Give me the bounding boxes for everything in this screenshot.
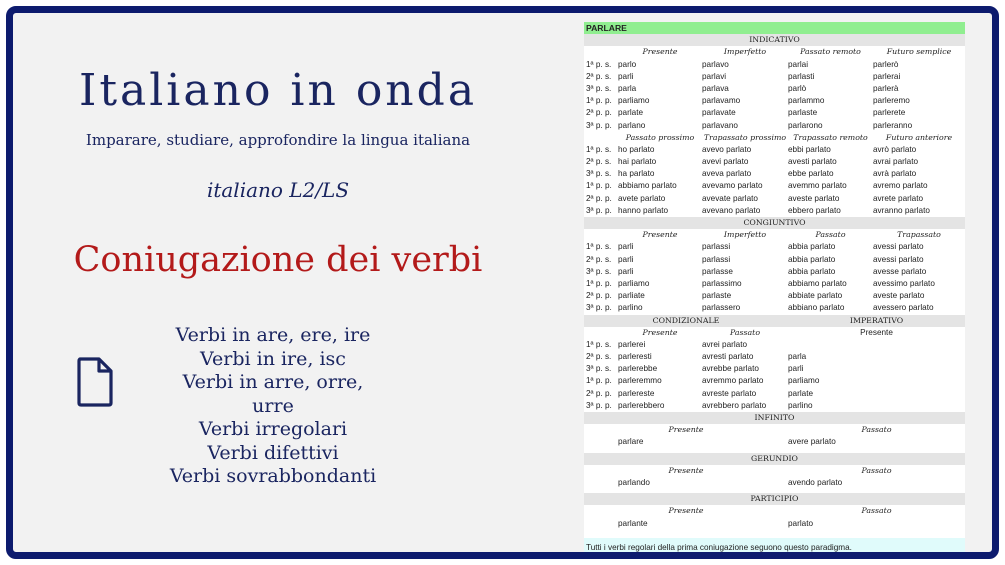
conjugation-cell: parliate — [618, 291, 645, 301]
conjugation-cell: parlano — [618, 120, 646, 130]
conjugation-cell: abbia parlato — [788, 242, 836, 252]
conjugation-cell: abbia parlato — [788, 266, 836, 276]
conjugation-cell — [788, 339, 873, 351]
topic-item[interactable]: Verbi in ire, isc — [200, 347, 346, 370]
conjugation-cell: parleremmo — [618, 376, 662, 386]
section-title: IMPERATIVO — [849, 315, 904, 325]
conjugation-cell: parlassi — [702, 242, 731, 252]
conjugation-cell: avrete parlato — [873, 193, 924, 203]
spacer-cell — [584, 327, 618, 339]
brand-tagline: Imparare, studiare, approfondire la lingua italiana — [85, 131, 471, 149]
conjugation-cell: parlo — [618, 59, 637, 69]
infinito-header-row — [584, 424, 965, 436]
person-label: 3ª p. s. — [586, 364, 612, 374]
conjugation-cell: parlino — [618, 303, 643, 313]
tense-header: Imperfetto — [723, 230, 767, 240]
conjugation-cell: parlava — [702, 83, 729, 93]
conjugation-cell: parla — [618, 83, 637, 93]
conjugation-cell: avremo parlato — [873, 181, 928, 191]
section-title: CONDIZIONALE — [652, 315, 720, 325]
conjugation-cell: parli — [788, 364, 804, 374]
conjugation-row — [584, 400, 965, 412]
conjugation-cell: parlerà — [873, 83, 899, 93]
conjugation-row — [584, 205, 965, 217]
conjugation-row — [584, 266, 965, 278]
person-label: 1ª p. s. — [586, 144, 612, 154]
conjugation-cell: avrebbe parlato — [702, 364, 759, 374]
conjugation-cell: ebbi parlato — [788, 144, 831, 154]
person-label: 2ª p. s. — [586, 157, 612, 167]
conjugation-table — [584, 22, 965, 558]
tense-header: Passato — [729, 327, 761, 337]
conjugation-cell: parlasti — [788, 71, 815, 81]
conjugation-row — [584, 302, 965, 314]
conjugation-cell: parlai — [788, 59, 809, 69]
conjugation-cell: parleremo — [873, 96, 910, 106]
conjugation-cell: avrebbero parlato — [702, 400, 767, 410]
person-label: 2ª p. p. — [586, 108, 612, 118]
conjugation-cell: parli — [618, 254, 634, 264]
gerundio-header-row — [584, 465, 965, 477]
conjugation-cell: parlassi — [702, 254, 731, 264]
tense-header: Futuro semplice — [886, 47, 952, 57]
conjugation-cell: avrai parlato — [873, 157, 919, 167]
conjugation-cell: parlarono — [788, 120, 823, 130]
conjugation-row — [584, 375, 965, 387]
conjugation-cell: avevate parlato — [702, 193, 758, 203]
tense-header: Presente — [668, 465, 704, 475]
conjugation-cell: avrà parlato — [873, 169, 917, 179]
conjugation-cell: parlereste — [618, 388, 655, 398]
spacer-cell — [584, 518, 618, 530]
document-icon — [75, 356, 115, 408]
person-label: 2ª p. s. — [586, 254, 612, 264]
conjugation-cell: avessero parlato — [873, 303, 934, 313]
person-label: 2ª p. p. — [586, 388, 612, 398]
person-label: 1ª p. p. — [586, 96, 612, 106]
conjugation-cell: abbiano parlato — [788, 303, 845, 313]
conjugation-row — [584, 339, 965, 351]
tense-header: Futuro anteriore — [885, 132, 953, 142]
conjugation-cell: parlaste — [702, 291, 732, 301]
conjugation-cell: parli — [618, 71, 634, 81]
conjugation-cell: avevamo parlato — [702, 181, 763, 191]
conjugation-cell: parlato — [788, 518, 814, 528]
conjugation-cell: parlino — [788, 400, 813, 410]
tense-header: Presente — [860, 327, 893, 337]
conjugation-cell: parlerebbero — [618, 400, 665, 410]
conjugation-row — [584, 241, 965, 253]
person-label: 1ª p. p. — [586, 181, 612, 191]
tense-header-row — [584, 46, 965, 58]
conjugation-row — [584, 120, 965, 132]
tense-header: Passato — [815, 230, 846, 240]
conjugation-row — [584, 156, 965, 168]
conjugation-cell: avesti parlato — [788, 157, 837, 167]
conjugation-cell: parlavo — [702, 59, 729, 69]
conjugation-cell: parlerebbe — [618, 364, 658, 374]
topic-item[interactable]: Verbi in arre, orre, urre — [182, 371, 364, 417]
conjugation-cell: parlò — [788, 83, 807, 93]
tense-header: Presente — [668, 506, 704, 516]
conjugation-cell: avevano parlato — [702, 205, 761, 215]
conjugation-cell: parlavi — [702, 71, 727, 81]
person-label: 1ª p. s. — [586, 242, 612, 252]
conjugation-cell: parlate — [788, 388, 814, 398]
tense-header: Passato — [861, 506, 892, 516]
person-label: 3ª p. p. — [586, 205, 612, 215]
conjugation-cell: avrò parlato — [873, 144, 917, 154]
conjugation-cell: parliamo — [788, 376, 820, 386]
section-title: INDICATIVO — [584, 34, 965, 46]
conjugation-cell: parlerai — [873, 71, 901, 81]
conjugation-cell: parlassimo — [702, 278, 742, 288]
tense-header: Trapassato — [897, 230, 941, 240]
conjugation-cell: parli — [618, 242, 634, 252]
verb-title: PARLARE — [584, 22, 965, 34]
conjugation-cell: parlassero — [702, 303, 741, 313]
conjugation-cell: avresti parlato — [702, 352, 754, 362]
section-title-split — [584, 315, 965, 327]
conjugation-row — [584, 278, 965, 290]
topic-item[interactable]: Verbi irregolari — [198, 418, 348, 440]
conjugation-cell: aveva parlato — [702, 169, 752, 179]
conjugation-cell: avendo parlato — [788, 477, 843, 487]
conjugation-cell: avessi parlato — [873, 242, 924, 252]
spacer-cell — [584, 436, 618, 448]
conjugation-cell: avere parlato — [788, 437, 836, 447]
person-label: 2ª p. p. — [586, 193, 612, 203]
conjugation-cell: avevo parlato — [702, 144, 752, 154]
conjugation-row — [584, 180, 965, 192]
spacer-cell — [584, 46, 618, 58]
person-label: 2ª p. s. — [586, 71, 612, 81]
tense-header: Trapassato remoto — [793, 132, 868, 142]
conjugation-cell: parlammo — [788, 96, 825, 106]
conjugation-row — [584, 363, 965, 375]
conjugation-row — [584, 144, 965, 156]
conjugation-cell: parlando — [618, 477, 650, 487]
footnote: Tutti i verbi regolari della prima coniugazione seguono questo paradigma. — [584, 538, 965, 558]
conjugation-cell: parleranno — [873, 120, 913, 130]
conjugation-cell: avremmo parlato — [702, 376, 764, 386]
conjugation-cell: hai parlato — [618, 157, 657, 167]
conjugation-cell: parli — [618, 266, 634, 276]
person-label: 1ª p. s. — [586, 59, 612, 69]
person-label: 1ª p. s. — [586, 339, 612, 349]
person-label: 2ª p. p. — [586, 291, 612, 301]
section-title: INFINITO — [584, 412, 965, 424]
conjugation-row — [584, 59, 965, 71]
tense-header: Presente — [642, 47, 678, 57]
conjugation-cell: abbia parlato — [788, 254, 836, 264]
conjugation-cell: parlavamo — [702, 96, 741, 106]
conjugation-cell: parliamo — [618, 278, 650, 288]
conjugation-cell: abbiamo parlato — [788, 278, 847, 288]
person-label: 3ª p. s. — [586, 169, 612, 179]
tense-header: Passato — [861, 465, 892, 475]
conjugation-cell: parlasse — [702, 266, 733, 276]
conjugation-cell: abbiate parlato — [788, 291, 843, 301]
spacer-row — [584, 530, 965, 534]
conjugation-cell: parlate — [618, 108, 644, 118]
section-title: GERUNDIO — [584, 453, 965, 465]
conjugation-cell: ho parlato — [618, 144, 655, 154]
conjugation-cell: avessimo parlato — [873, 278, 935, 288]
topics-list — [163, 324, 383, 489]
conjugation-cell: parlaste — [788, 108, 818, 118]
conjugation-cell: avessi parlato — [873, 254, 924, 264]
conjugation-cell: abbiamo parlato — [618, 181, 677, 191]
title-panel — [13, 13, 543, 552]
conjugation-cell: avete parlato — [618, 193, 666, 203]
conjugation-cell: ha parlato — [618, 169, 655, 179]
conjugation-row — [584, 95, 965, 107]
conjugation-cell: parlare — [618, 437, 644, 447]
conjugation-row — [584, 388, 965, 400]
tense-header: Presente — [642, 230, 678, 240]
spacer-cell — [584, 477, 618, 489]
conjugation-cell: avranno parlato — [873, 205, 930, 215]
conjugation-row — [584, 71, 965, 83]
conjugation-cell: avesse parlato — [873, 266, 927, 276]
infinito-value-row — [584, 436, 965, 448]
conjugation-cell: hanno parlato — [618, 205, 669, 215]
conjugation-cell: ebbero parlato — [788, 205, 841, 215]
person-label: 3ª p. s. — [586, 83, 612, 93]
conjugation-row — [584, 168, 965, 180]
tense-header: Trapassato prossimo — [703, 132, 787, 142]
brand-title: Italiano in onda — [78, 65, 478, 116]
participio-value-row — [584, 518, 965, 530]
person-label: 1ª p. p. — [586, 278, 612, 288]
conjugation-cell: avrei parlato — [702, 339, 748, 349]
conjugation-row — [584, 193, 965, 205]
person-label: 2ª p. s. — [586, 352, 612, 362]
conjugation-cell: parliamo — [618, 96, 650, 106]
conjugation-cell: parlerete — [873, 108, 906, 118]
conjugation-cell: aveste parlato — [873, 291, 925, 301]
topic-item[interactable]: Verbi in are, ere, ire — [175, 324, 371, 346]
conjugation-cell: avevi parlato — [702, 157, 749, 167]
tense-header: Passato prossimo — [625, 132, 695, 142]
tense-header-row — [584, 132, 965, 144]
level-label: italiano L2/LS — [206, 178, 350, 202]
section-title: PARTICIPIO — [584, 493, 965, 505]
conjugation-cell: parla — [788, 352, 807, 362]
person-label: 3ª p. p. — [586, 120, 612, 130]
conjugation-cell: aveste parlato — [788, 193, 840, 203]
tense-header: Presente — [642, 327, 678, 337]
participio-header-row — [584, 505, 965, 517]
conjugation-cell: parlerò — [873, 59, 899, 69]
conjugation-row — [584, 254, 965, 266]
conjugation-row — [584, 351, 965, 363]
section-title: CONGIUNTIVO — [584, 217, 965, 229]
page-frame — [6, 6, 999, 559]
conjugation-cell: parlavate — [702, 108, 736, 118]
conjugation-cell: avreste parlato — [702, 388, 757, 398]
person-label: 3ª p. p. — [586, 400, 612, 410]
conjugation-cell: parlavano — [702, 120, 738, 130]
conjugation-row — [584, 107, 965, 119]
spacer-cell — [584, 229, 618, 241]
conjugation-cell: parlante — [618, 518, 648, 528]
person-label: 1ª p. p. — [586, 376, 612, 386]
topic-item[interactable]: Verbi sovrabbondanti — [169, 465, 377, 487]
spacer-cell — [584, 132, 618, 144]
topic-item[interactable]: Verbi difettivi — [207, 441, 339, 464]
conjugation-cell: ebbe parlato — [788, 169, 834, 179]
tense-header: Passato remoto — [800, 47, 861, 57]
conjugation-row — [584, 83, 965, 95]
conjugation-row — [584, 290, 965, 302]
conjugation-cell: avemmo parlato — [788, 181, 847, 191]
tense-header: Imperfetto — [723, 47, 767, 57]
conjugation-cell: parlerei — [618, 339, 646, 349]
conjugation-cell: parleresti — [618, 352, 652, 362]
person-label: 3ª p. p. — [586, 303, 612, 313]
person-label: 3ª p. s. — [586, 266, 612, 276]
tense-header-row — [584, 229, 965, 241]
tense-header: Presente — [668, 425, 704, 435]
page-heading: Coniugazione dei verbi — [73, 240, 483, 280]
tense-header-row — [584, 327, 965, 339]
tense-header: Passato — [861, 425, 892, 435]
gerundio-value-row — [584, 477, 965, 489]
